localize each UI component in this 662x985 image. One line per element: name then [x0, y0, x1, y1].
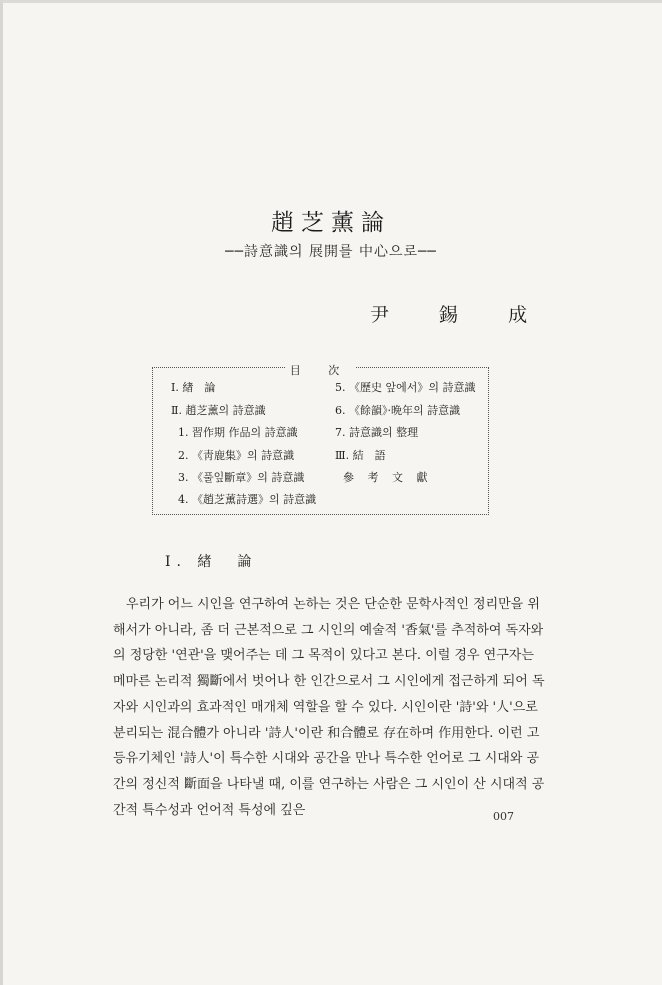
- toc-item: 4. 《趙芝薰詩選》의 詩意識: [178, 493, 317, 506]
- paragraph-text: 우리가 어느 시인을 연구하여 논하는 것은 단순한 문학사적인 정리만을 위해서가 아니라, 좀 더 근본적으로 그 시인의 예술적 '香氣'를 추적하여 독자와의 정당한 '연관'을 맺어주는 데 그 목적이 있다고 본다. 이럴 경우 연구자는 메마른 논리적 獨斷에서 벗어나 한 인간으로서 그 시인에게 접근하게 되어 독자와 시인과의 효과적인 매개체 역할을 할 수 있다. 시인이란 '詩'와 '人'으로 분리되는 混合體가 아니라 '詩人'이란 和合體로 存在하며 作用한다. 이런 고등유기체인 '詩人'이 특수한 시대와 공간을 만나 특수한 언어로 그 시대와 공간의 정신적 斷面을 나타낼 때, 이를 연구하는 사람은 그 시인이 산 시대적 공간적 특수성과 언어적 특성에 깊은: [113, 597, 545, 818]
- body-paragraph: [113, 592, 545, 823]
- toc-item: 6. 《餘韻》·晩年의 詩意識: [335, 404, 461, 417]
- toc-item: 參 考 文 獻: [343, 471, 433, 484]
- toc-item: Ⅰ. 緖 論: [171, 381, 216, 394]
- article-subtitle: ──詩意識의 展開를 中心으로──: [225, 244, 437, 260]
- toc-item: 5. 《歷史 앞에서》의 詩意識: [335, 381, 476, 394]
- toc-item: Ⅲ. 結 語: [335, 449, 386, 462]
- toc-item: 2. 《靑鹿集》의 詩意識: [178, 449, 295, 462]
- toc-item: 3. 《풀잎斷章》의 詩意識: [178, 471, 305, 484]
- section-heading: Ⅰ. 緖 論: [165, 554, 258, 570]
- table-of-contents: [152, 364, 489, 515]
- toc-item: 7. 詩意識의 整理: [335, 426, 419, 439]
- toc-item: Ⅱ. 趙芝薰의 詩意識: [171, 404, 266, 417]
- author-name: 尹 錫 成: [370, 304, 550, 326]
- article-title: 趙芝薰論: [271, 210, 391, 236]
- page-number: 007: [493, 810, 514, 823]
- toc-item: 1. 習作期 作品의 詩意識: [178, 426, 298, 439]
- toc-header: 目 次: [153, 359, 488, 378]
